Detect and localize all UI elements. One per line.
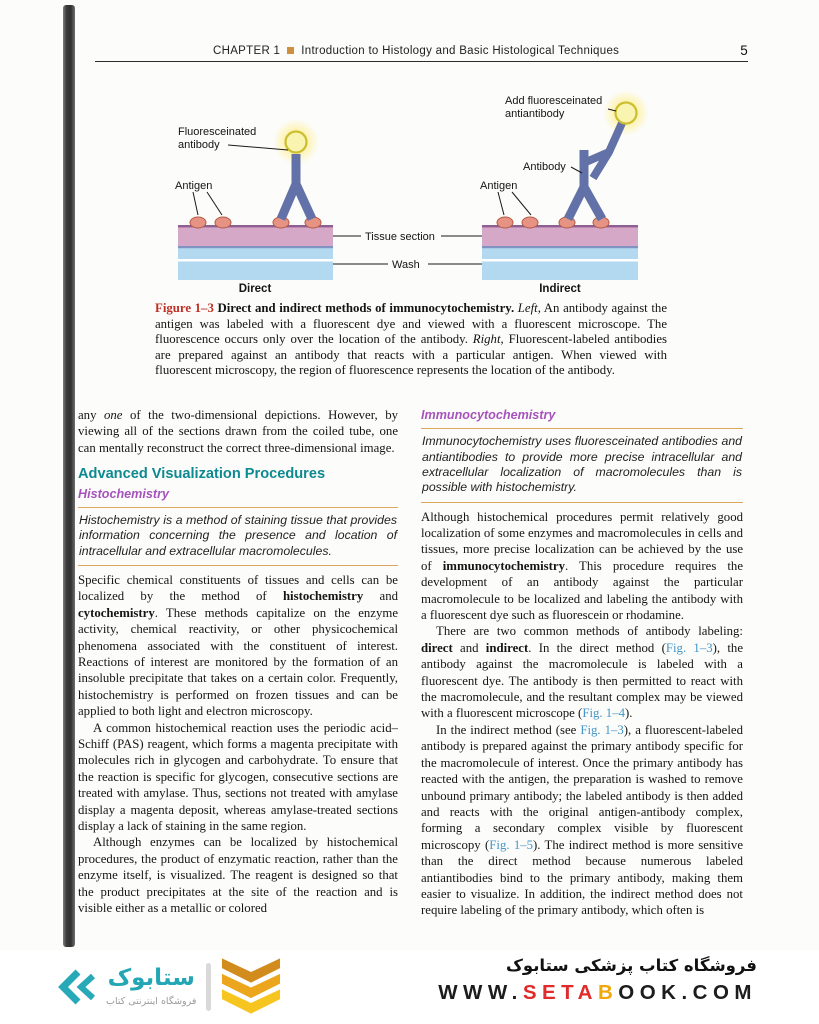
paragraph: In the indirect method (see Fig. 1–3), a fluorescent-labeled antibody is prepared against the primary antibody specific for the macromolecule of interest. Once the primary antibody has reacted with the antigen, the preparation is washed to remove unbound primary antibody; the labeled antibody is then added and reacts with the original antigen-antibody complex, forming a secondary complex visible by fluorescent microscopy (Fig. 1–5). The indirect method is more sensitive than the direct method because numerous labeled antiantibodies bind to the primary antibody, making them easier to visualize. In addition, the indirect method does not require labeling of the primary antibody, which often is: [421, 722, 743, 918]
antigen-bump: [522, 217, 538, 228]
header-rule: [95, 61, 748, 62]
label-wash: Wash: [392, 259, 420, 271]
figure-1-3-diagram: [85, 88, 745, 300]
logo-text: [106, 966, 196, 1006]
paragraph: There are two common methods of antibody labeling: direct and indirect. In the direct method (Fig. 1–3), the antibody against the macromolecule is labeled with a fluorescent dye. The antibody is then permitted to react with the macromolecule, and the resultant complex may be viewed with a fluorescent microscope (Fig. 1–4).: [421, 624, 743, 721]
leader-line: [498, 192, 504, 215]
antigen-bump: [215, 217, 231, 228]
fluorescent-tag: [286, 132, 307, 153]
paragraph: Although histochemical procedures permit relatively good localization of some enzymes and macromolecules in cells and tissues, more precise localization can be achieved by the use of immunocytochemistry. This procedure requires the development of an antibody against the particular macromolecule to be localized and labeling the antibody with a fluorescent dye such as fluorescein or rhodamine.: [421, 509, 743, 623]
label-tissue-section: Tissue section: [365, 231, 435, 243]
label-indirect: Indirect: [539, 283, 581, 295]
label-fluoresceinated-antibody: antibody: [178, 139, 220, 151]
paragraph: Specific chemical constituents of tissues and cells can be localized by the method of histochemistry and cytochemistry. These methods capitalize on the enzyme activity, chemical reactivity, or other physicochemical phenomena associated with the constituent of interest. Reactions of interest are monitored by the formation of an insoluble precipitate that takes on a certain color. Frequently, histochemistry is performed on frozen tissues and can be applied to both light and electron microscopy.: [78, 572, 398, 719]
chapter-title: Introduction to Histology and Basic Histological Techniques: [301, 44, 620, 57]
leader-line: [207, 192, 222, 215]
logo-chevron-icon: [56, 968, 96, 1006]
tissue-section-layer: [178, 226, 333, 246]
antigen-bump: [497, 217, 513, 228]
label-antigen-right: Antigen: [480, 180, 518, 192]
shop-title: فروشگاه کتاب پزشکی ستابوک: [506, 956, 757, 975]
logo-tagline: فروشگاه اینترنتی کتاب: [106, 995, 197, 1007]
leader-line: [512, 192, 531, 215]
setabook-logo: [56, 958, 281, 1015]
label-antibody-right: Antibody: [523, 161, 566, 173]
antigen-bump: [190, 217, 206, 228]
key-concept-box: Immunocytochemistry uses fluoresceinated antibodies and antiantibodies to provide more precise intracellular and extracellular localization of macromolecules than is possible with histochemistry.: [421, 428, 743, 502]
page-number: 5: [740, 43, 748, 58]
logo-divider: [206, 963, 211, 1011]
figure-caption: Figure 1–3 Direct and indirect methods of immunocytochemistry. Left, An antibody against the antigen was labeled with a fluorescent dye and viewed with a fluorescent microscope. The fluorescence occurs only over the location of the antibody. Right, Fluorescent-labeled antibodies are prepared against an antibody that reacts with a particular antigen. When viewed with fluorescent microscopy, the region of fluorescence represents the location of the antibody.: [155, 301, 667, 377]
wash-layer: [178, 248, 333, 280]
paragraph: A common histochemical reaction uses the periodic acid–Schiff (PAS) reagent, which forms a magenta precipitate with molecules rich in glycogen and carbohydrate. To ensure that the reaction is specific for glycogen, consecutive sections are treated with amylase. Thus, sections not treated with amylase display a magenta deposit, whereas amylase-treated sections display a lack of staining in the same region.: [78, 720, 398, 834]
right-column: [421, 407, 743, 952]
label-fluoresceinated-antibody: Fluoresceinated: [178, 126, 257, 138]
key-concept-box: Histochemistry is a method of staining tissue that provides information concerning the presence and location of intracellular and extracellular macromolecules.: [78, 507, 398, 566]
footer-right: [438, 956, 757, 1005]
left-column: [78, 407, 398, 952]
layer-divider: [178, 246, 333, 248]
layer-divider: [482, 246, 638, 248]
header-bullet-icon: [287, 47, 294, 54]
label-add-antiantibody: antiantibody: [505, 108, 565, 120]
page-gutter-shadow: [63, 5, 75, 947]
slide-line: [482, 259, 638, 262]
section-heading-advanced-visualization: Advanced Visualization Procedures: [78, 466, 326, 483]
slide-line: [178, 259, 333, 262]
tissue-section-layer: [482, 226, 638, 246]
logo-name: ستابوک: [107, 965, 195, 992]
subsection-heading-histochemistry: Histochemistry: [78, 486, 169, 501]
page-header: [95, 43, 748, 58]
paragraph: Although enzymes can be localized by histochemical procedures, the product of enzymatic reaction, rather than the enzyme itself, is visualized. The reagent is designed so that the product precipitates at the site of the reaction and is visible either as a metallic or colored: [78, 835, 398, 916]
label-direct: Direct: [238, 283, 272, 295]
wash-layer: [482, 248, 638, 280]
antiantibody-y-shape: [586, 123, 622, 178]
fluorescent-tag: [616, 103, 637, 124]
label-antigen-left: Antigen: [175, 180, 213, 192]
paragraph: any one of the two-dimensional depictions. However, by viewing all of the sections drawn from the coiled tube, one can mentally reconstruct the correct three-dimensional image.: [78, 408, 398, 455]
subsection-heading-immunocytochemistry: Immunocytochemistry: [421, 408, 556, 422]
logo-diamond-icon: [221, 958, 281, 1015]
leader-line: [193, 192, 198, 215]
website-url: WWW.SETABOOK.COM: [438, 981, 757, 1004]
chapter-label: CHAPTER 1: [213, 44, 281, 57]
footer-banner: [0, 950, 819, 1024]
label-add-antiantibody: Add fluoresceinated: [505, 95, 603, 107]
antibody-y-shape: [281, 154, 312, 219]
